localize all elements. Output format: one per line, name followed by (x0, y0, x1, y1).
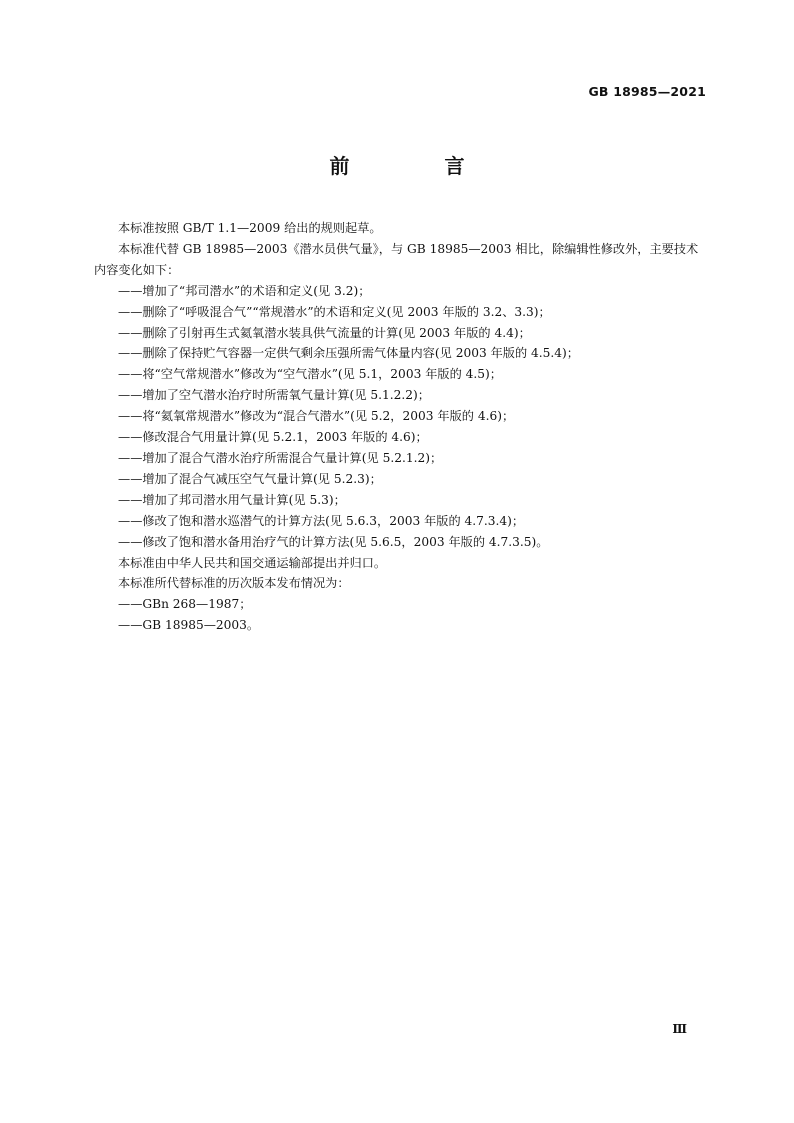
change-item: ——增加了混合气潜水治疗所需混合气量计算(见 5.2.1.2)； (118, 450, 443, 465)
foreword-body (94, 218, 702, 636)
history-item: ——GBn 268—1987； (118, 597, 252, 612)
paragraph-proposer: 本标准由中华人民共和国交通运输部提出并归口。 (118, 555, 387, 570)
change-item: ——将“氦氧常规潜水”修改为“混合气潜水”(见 5.2，2003 年版的 4.6)； (118, 409, 515, 424)
change-item: ——增加了空气潜水治疗时所需氧气量计算(见 5.1.2.2)； (118, 388, 430, 403)
page-number: Ⅲ (672, 1022, 687, 1036)
change-item: ——增加了混合气减压空气气量计算(见 5.2.3)； (118, 471, 382, 486)
change-item: ——删除了保持贮气容器一定供气剩余压强所需气体量内容(见 2003 年版的 4.5.4)； (118, 346, 579, 361)
change-item: ——修改了饱和潜水巡潜气的计算方法(见 5.6.3，2003 年版的 4.7.3.4)； (118, 513, 525, 528)
page-title: 前 言 (329, 154, 509, 178)
change-item: ——修改了饱和潜水备用治疗气的计算方法(见 5.6.5，2003 年版的 4.7.3.5)。 (118, 534, 549, 549)
standard-number: GB 18985—2021 (588, 84, 706, 99)
history-item: ——GB 18985—2003。 (118, 618, 260, 633)
paragraph-history-intro: 本标准所代替标准的历次版本发布情况为： (118, 576, 350, 591)
paragraph-drafting-rule: 本标准按照 GB/T 1.1—2009 给出的规则起草。 (118, 221, 382, 235)
change-item: ——修改混合气用量计算(见 5.2.1，2003 年版的 4.6)； (118, 430, 428, 445)
paragraph-replacement: 本标准代替 GB 18985—2003《潜水员供气量》，与 GB 18985—2003 相比，除编辑性修改外，主要技术内容变化如下： (94, 241, 699, 277)
change-item: ——增加了“邦司潜水”的术语和定义(见 3.2)； (118, 283, 371, 298)
change-item: ——将“空气常规潜水”修改为“空气潜水”(见 5.1，2003 年版的 4.5)； (118, 367, 502, 382)
change-item: ——删除了“呼吸混合气”“常规潜水”的术语和定义(见 2003 年版的 3.2、3.3)； (118, 304, 551, 319)
change-item: ——增加了邦司潜水用气量计算(见 5.3)； (118, 492, 346, 507)
change-item: ——删除了引射再生式氦氧潜水装具供气流量的计算(见 2003 年版的 4.4)； (118, 325, 531, 340)
